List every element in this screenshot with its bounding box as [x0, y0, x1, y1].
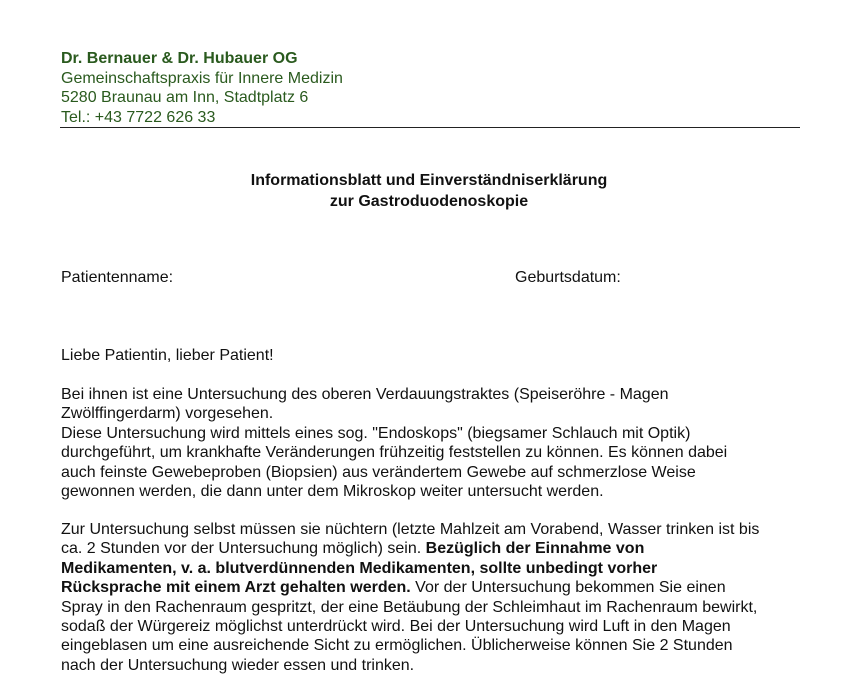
title-line-2: zur Gastroduodenoskopie	[329, 193, 529, 210]
text-line: Zur Untersuchung selbst müssen sie nüchtern (letzte Mahlzeit am Vorabend, Wasser trinken ist bis	[61, 521, 760, 538]
text-line: Zwölffingerdarm) vorgesehen.	[61, 405, 274, 423]
practice-name: Dr. Bernauer & Dr. Hubauer OG	[61, 50, 298, 67]
paragraph-intro	[61, 385, 806, 501]
patient-name-label: Patientenname:	[61, 269, 174, 286]
text-run: Vor der Untersuchung bekommen Sie einen	[410, 579, 726, 597]
text-line	[61, 539, 806, 558]
header-divider	[60, 127, 800, 128]
text-line: Bei ihnen ist eine Untersuchung des oberen Verdauungstraktes (Speiseröhre - Magen	[61, 386, 669, 403]
text-line	[61, 578, 806, 597]
bold-text-run: Rücksprache mit einem Arzt gehalten werden.	[61, 579, 411, 597]
text-line: eingeblasen um eine ausreichende Sicht zu ermöglichen. Üblicherweise können Sie 2 Stunden	[61, 637, 733, 655]
practice-phone: Tel.: +43 7722 626 33	[61, 108, 216, 126]
practice-specialty: Gemeinschaftspraxis für Innere Medizin	[61, 69, 343, 87]
letterhead	[61, 49, 801, 127]
bold-text-run: Bezüglich der Einnahme von	[425, 540, 645, 558]
text-line: sodaß der Würgereiz möglichst unterdrückt wird. Bei der Untersuchung wird Luft in den Magen	[61, 618, 731, 636]
text-run: ca. 2 Stunden vor der Untersuchung möglich) sein.	[61, 540, 426, 558]
paragraph-preparation	[61, 520, 806, 675]
text-line: durchgeführt, um krankhafte Veränderungen frühzeitig feststellen zu können. Es können dabei	[61, 444, 728, 462]
title-line-1: Informationsblatt und Einverständniserklärung	[250, 172, 608, 189]
birth-date-label: Geburtsdatum:	[515, 269, 621, 286]
document-title	[60, 170, 798, 212]
bold-text-line: Medikamenten, v. a. blutverdünnenden Medikamenten, sollte unbedingt vorher	[61, 559, 658, 577]
salutation: Liebe Patientin, lieber Patient!	[61, 347, 274, 364]
practice-address: 5280 Braunau am Inn, Stadtplatz 6	[61, 89, 309, 106]
text-line: auch feinste Gewebeproben (Biopsien) aus verändertem Gewebe auf schmerzlose Weise	[61, 463, 696, 481]
text-line: Diese Untersuchung wird mittels eines sog. "Endoskops" (biegsamer Schlauch mit Optik)	[61, 424, 691, 442]
text-line: Spray in den Rachenraum gespritzt, der eine Betäubung der Schleimhaut im Rachenraum bewirkt,	[61, 598, 758, 616]
text-line: nach der Untersuchung wieder essen und trinken.	[61, 656, 415, 674]
text-line: gewonnen werden, die dann unter dem Mikroskop weiter untersucht werden.	[61, 483, 604, 501]
